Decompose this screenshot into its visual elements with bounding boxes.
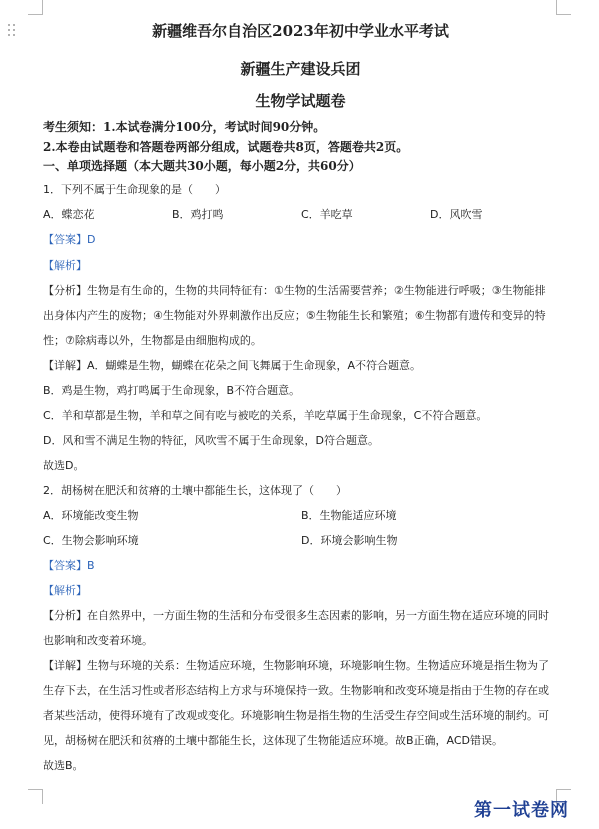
q1-option-b: B．鸡打鸣 <box>172 208 224 221</box>
q1-detail-line: 【详解】A．蝴蝶是生物，蝴蝶在花朵之间飞舞属于生命现象，A不符合题意。 <box>43 359 422 372</box>
q2-analysis-line: 【分析】在自然界中，一方面生物的生活和分布受很多生态因素的影响，另一方面生物在适应环境的同时 <box>43 609 549 622</box>
question-1-stem: 1．下列不属于生命现象的是（ ） <box>43 183 226 196</box>
q1-analysis-line: 性；⑦除病毒以外，生物都是由细胞构成的。 <box>43 334 262 347</box>
q2-analysis-line: 也影响和改变着环境。 <box>43 634 153 647</box>
q1-option-a: A．蝶恋花 <box>43 208 95 221</box>
drag-handle-icon[interactable] <box>8 24 16 38</box>
notice-line-1: 考生须知：1.本试卷满分100分，考试时间90分钟。 <box>43 120 326 134</box>
q2-answer: 【答案】B <box>43 559 95 572</box>
q2-conclusion: 故选B。 <box>43 759 84 772</box>
q1-detail-line: C．羊和草都是生物，羊和草之间有吃与被吃的关系，羊吃草属于生命现象，C不符合题意。 <box>43 409 488 422</box>
q1-option-d: D．风吹雪 <box>430 208 483 221</box>
q1-detail-line: B．鸡是生物，鸡打鸣属于生命现象，B不符合题意。 <box>43 384 301 397</box>
crop-mark-top-right <box>556 0 571 15</box>
q1-analysis-line: 【分析】生物是有生命的，生物的共同特征有：①生物的生活需要营养；②生物能进行呼吸；③生物能排 <box>43 284 546 297</box>
q2-detail-line: 者某些活动，使得环境有了改观或变化。环境影响生物是指生物的生活受生存空间或生活环境的制约。可 <box>43 709 549 722</box>
q2-option-d: D．环境会影响生物 <box>301 534 398 547</box>
q1-answer: 【答案】D <box>43 233 96 246</box>
exam-subject: 生物学试题卷 <box>255 92 346 110</box>
crop-mark-bottom-left <box>28 789 43 804</box>
q1-detail-line: D．风和雪不满足生物的特征，风吹雪不属于生命现象，D符合题意。 <box>43 434 379 447</box>
q2-option-a: A．环境能改变生物 <box>43 509 139 522</box>
q2-detail-line: 见，胡杨树在肥沃和贫瘠的土壤中都能生长，这体现了生物能适应环境。故B正确，ACD错误。 <box>43 734 504 747</box>
q2-option-c: C．生物会影响环境 <box>43 534 139 547</box>
q2-option-b: B．生物能适应环境 <box>301 509 397 522</box>
q1-analysis-line: 出身体内产生的废物；④生物能对外界刺激作出反应；⑤生物能生长和繁殖；⑥生物都有遗传和变异的特 <box>43 309 546 322</box>
section-heading: 一、单项选择题（本大题共30小题，每小题2分，共60分） <box>43 159 361 173</box>
exam-title: 新疆维吾尔自治区2023年初中学业水平考试 <box>152 22 449 40</box>
crop-mark-top-left <box>28 0 43 15</box>
q1-analysis-tag: 【解析】 <box>43 259 87 272</box>
q1-option-c: C．羊吃草 <box>301 208 353 221</box>
q2-analysis-tag: 【解析】 <box>43 584 87 597</box>
brand-logo-text[interactable]: 第一试卷网 <box>474 800 569 821</box>
notice-line-2: 2.本卷由试题卷和答题卷两部分组成，试题卷共8页，答题卷共2页。 <box>43 140 409 154</box>
exam-subtitle: 新疆生产建设兵团 <box>240 60 361 78</box>
q2-detail-line: 【详解】生物与环境的关系：生物适应环境，生物影响环境，环境影响生物。生物适应环境是指生物为了 <box>43 659 549 672</box>
q1-conclusion: 故选D。 <box>43 459 85 472</box>
q2-detail-line: 生存下去，在生活习性或者形态结构上方求与环境保持一致。生物影响和改变环境是指由于生物的存在或 <box>43 684 549 697</box>
question-2-stem: 2．胡杨树在肥沃和贫瘠的土壤中都能生长，这体现了（ ） <box>43 484 347 497</box>
